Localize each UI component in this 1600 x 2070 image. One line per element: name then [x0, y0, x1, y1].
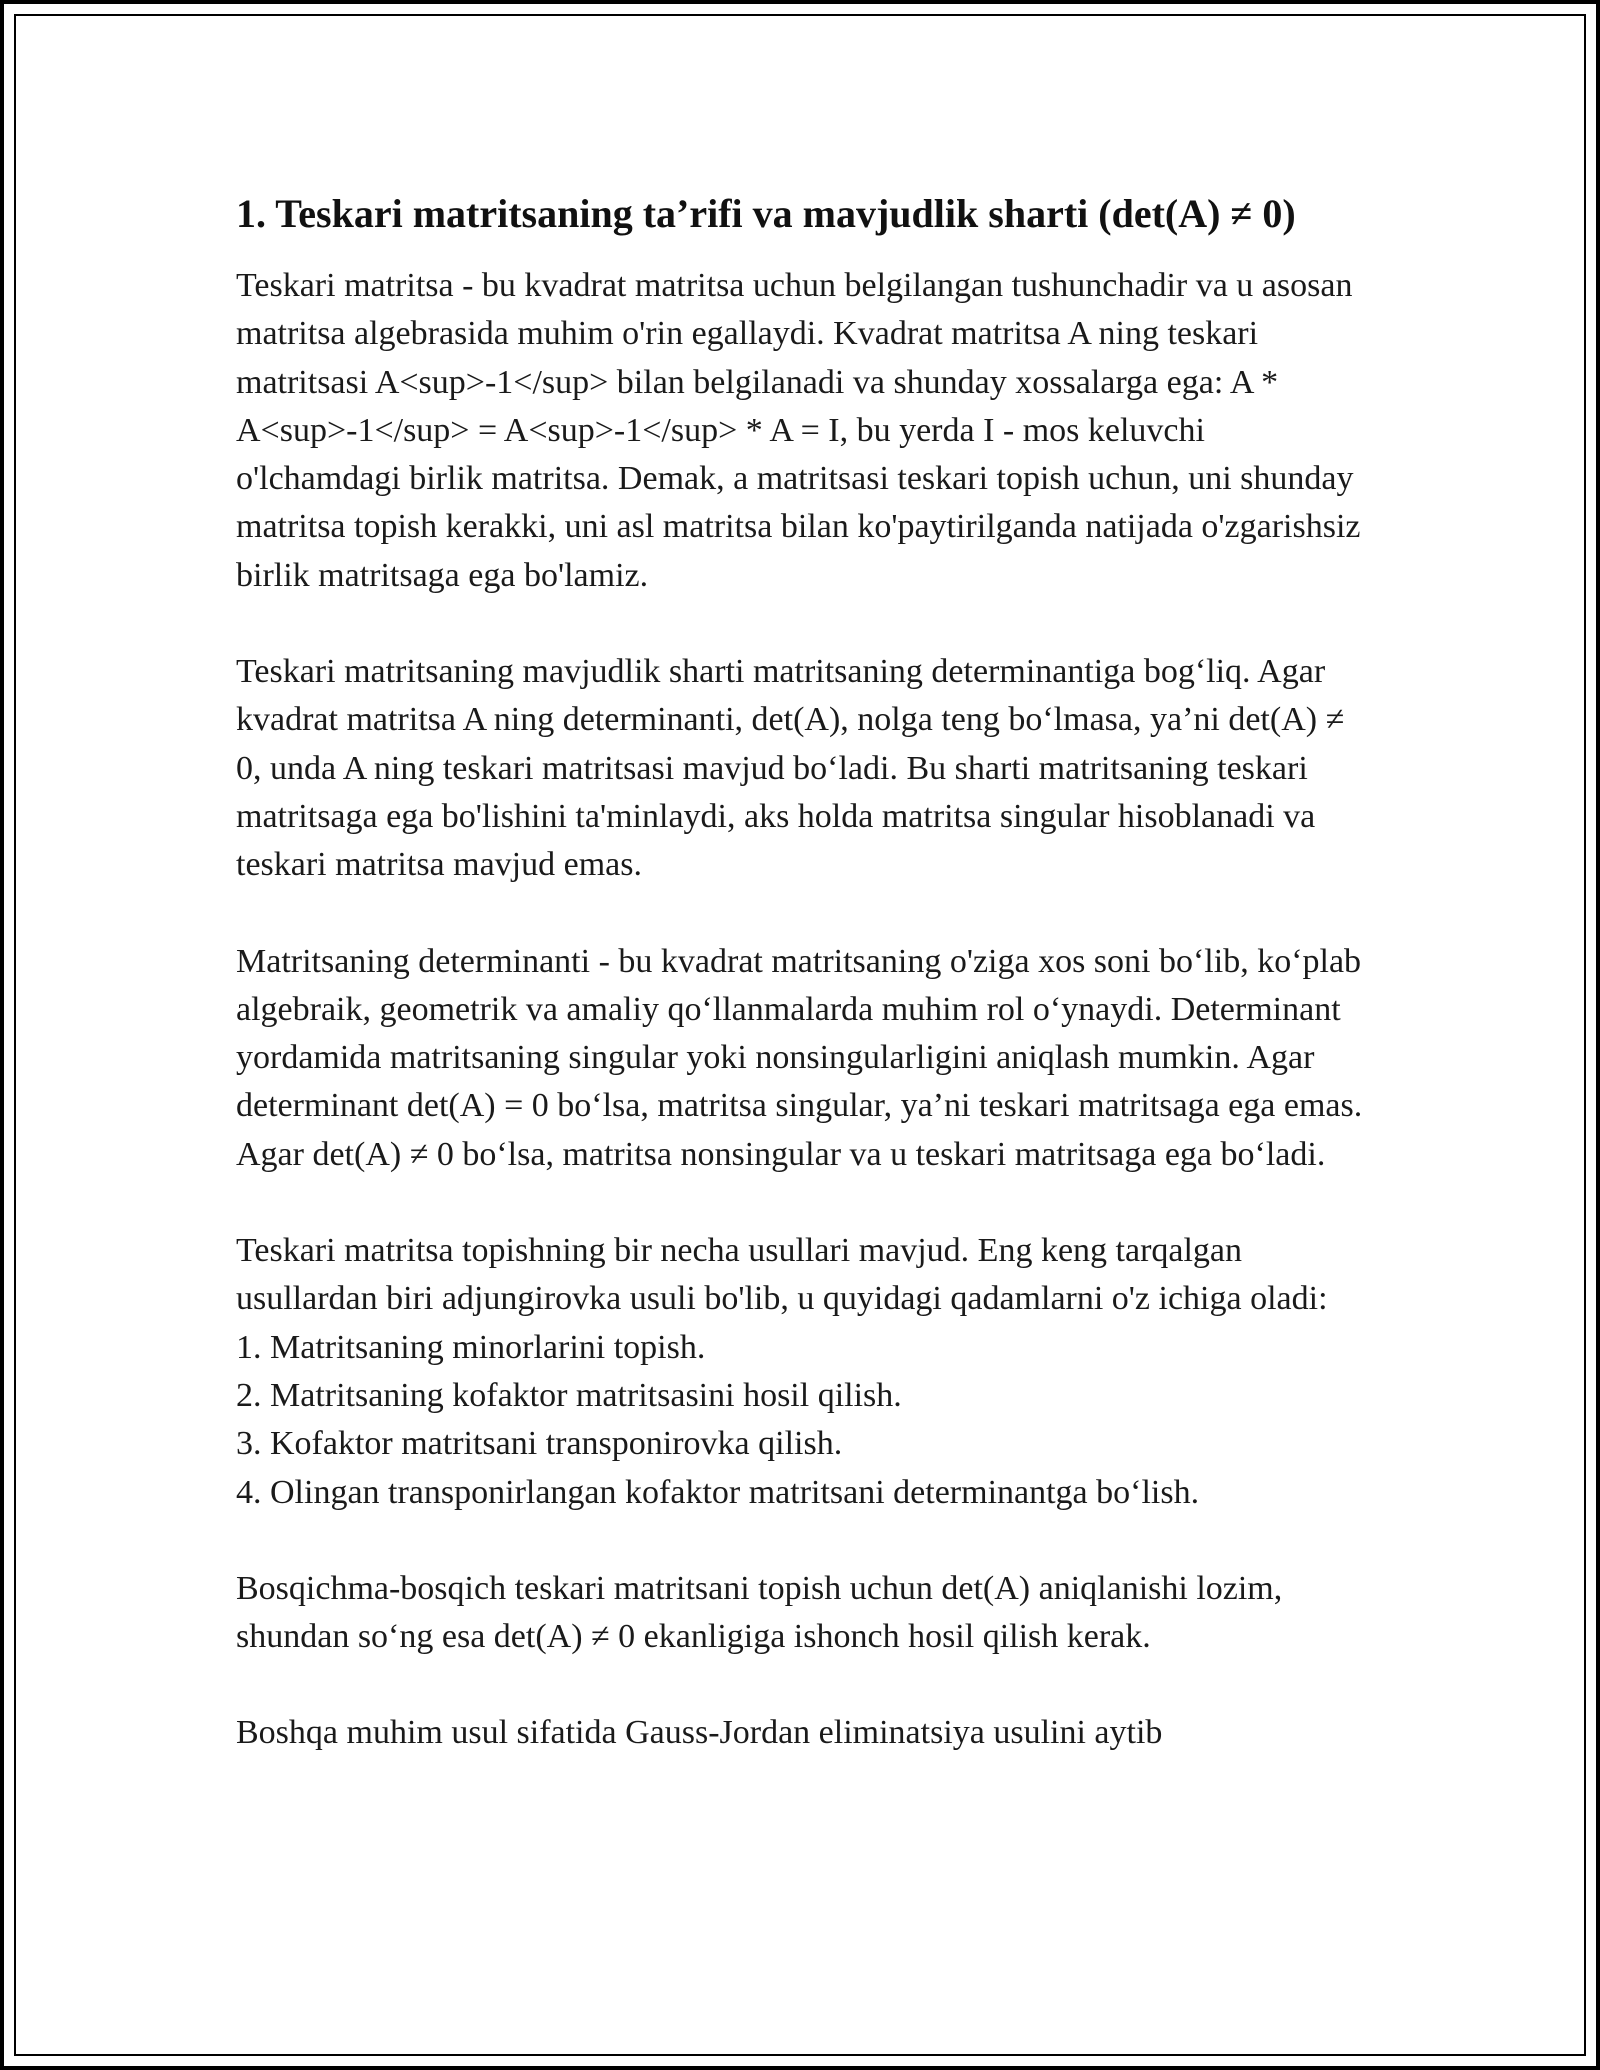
paragraph-determinant: Matritsaning determinanti - bu kvadrat matritsaning o'ziga xos soni bo‘lib, ko‘plab algebraik, geometrik va amaliy qo‘llanmalarda muhim rol o‘ynaydi. Determinant yordamida matritsaning singular yoki nonsingularligini aniqlash mumkin. Agar determinant det(A) = 0 bo‘lsa, matritsa singular, ya’ni teskari matritsaga ega emas. Agar det(A) ≠ 0 bo‘lsa, matritsa nonsingular va u teskari matritsaga ega bo‘ladi.	[236, 942, 1363, 1173]
list-item: 3. Kofaktor matritsani transponirovka qilish.	[236, 1425, 843, 1463]
methods-intro: Teskari matritsa topishning bir necha usullari mavjud. Eng keng tarqalgan usullardan biri adjungirovka usuli bo'lib, u quyidagi qadamlarni o'z ichiga oladi:	[236, 1232, 1328, 1318]
document-body	[236, 188, 1376, 1806]
paragraph-gauss-jordan: Boshqa muhim usul sifatida Gauss-Jordan eliminatsiya usulini aytib	[236, 1714, 1163, 1752]
paragraph-definition: Teskari matritsa - bu kvadrat matritsa uchun belgilangan tushunchadir va u asosan matritsa algebrasida muhim o'rin egallaydi. Kvadrat matritsa A ning teskari matritsasi A<sup>-1</sup> bilan belgilanadi va shunday xossalarga ega: A * A<sup>-1</sup> = A<sup>-1</sup> * A = I, bu yerda I - mos keluvchi o'lchamdagi birlik matritsa. Demak, a matritsasi teskari topish uchun, uni shunday matritsa topish kerakki, uni asl matritsa bilan ko'paytirilganda natijada o'zgarishsiz birlik matritsaga ega bo'lamiz.	[236, 267, 1361, 594]
paragraph-existence-condition: Teskari matritsaning mavjudlik sharti matritsaning determinantiga bog‘liq. Agar kvadrat matritsa A ning determinanti, det(A), nolga teng bo‘lmasa, ya’ni det(A) ≠ 0, unda A ning teskari matritsasi mavjud bo‘ladi. Bu sharti matritsaning teskari matritsaga ega bo'lishini ta'minlaydi, aks holda matritsa singular hisoblanadi va teskari matritsa mavjud emas.	[236, 653, 1345, 884]
list-item: 2. Matritsaning kofaktor matritsasini hosil qilish.	[236, 1376, 902, 1414]
section-heading: 1. Teskari matritsaning ta’rifi va mavjudlik sharti (det(A) ≠ 0)	[236, 191, 1296, 236]
steps-list	[236, 1324, 1376, 1517]
paragraph-stepwise: Bosqichma-bosqich teskari matritsani topish uchun det(A) aniqlanishi lozim, shundan so‘ng esa det(A) ≠ 0 ekanligiga ishonch hosil qilish kerak.	[236, 1569, 1283, 1656]
list-item: 4. Olingan transponirlangan kofaktor matritsani determinantga bo‘lish.	[236, 1473, 1200, 1511]
list-item: 1. Matritsaning minorlarini topish.	[236, 1328, 706, 1366]
